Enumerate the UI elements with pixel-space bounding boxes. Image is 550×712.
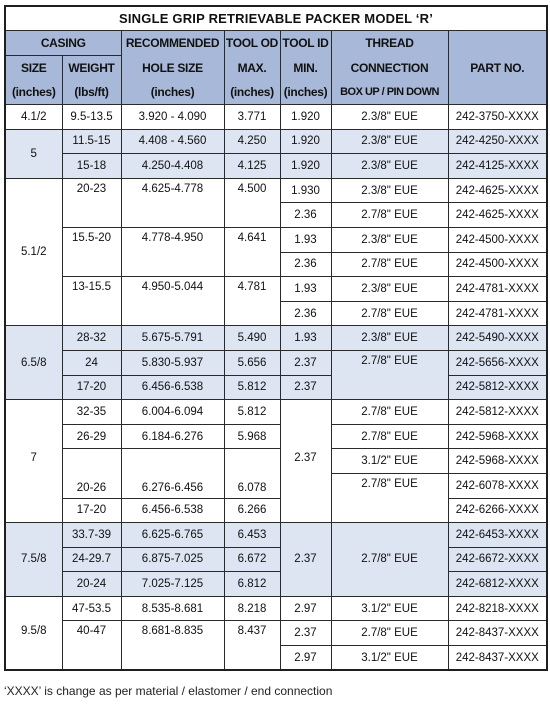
table-title: SINGLE GRIP RETRIEVABLE PACKER MODEL ‘R’ — [5, 6, 547, 31]
casing-size: 4.1/2 — [5, 105, 62, 130]
tool-od: 5.490 — [224, 326, 280, 351]
tool-id: 2.97 — [280, 646, 331, 671]
table-row — [5, 277, 547, 302]
tool-id: 2.37 — [280, 400, 331, 523]
tool-od: 3.771 — [224, 105, 280, 130]
tool-od: 6.812 — [224, 572, 280, 597]
table-row — [5, 424, 547, 449]
tool-id: 2.37 — [280, 375, 331, 400]
hole-size: 6.184-6.276 — [121, 424, 224, 449]
table-row — [5, 350, 547, 375]
header-tool-id-min: MIN. — [280, 56, 331, 81]
thread-connection: 2.3/8" EUE — [331, 277, 448, 302]
tool-id: 1.920 — [280, 105, 331, 130]
hole-size: 4.778-4.950 — [121, 227, 224, 276]
tool-od: 6.453 — [224, 523, 280, 548]
thread-connection: 2.7/8" EUE — [331, 523, 448, 597]
table-row — [5, 449, 547, 474]
tool-od: 6.266 — [224, 498, 280, 523]
table-row — [5, 547, 547, 572]
tool-id: 1.93 — [280, 277, 331, 302]
header-connection: CONNECTION — [331, 56, 448, 81]
header-part-no: PART NO. — [448, 31, 547, 105]
casing-weight: 20-23 — [62, 178, 121, 227]
part-number: 242-6812-XXXX — [448, 572, 547, 597]
part-number: 242-4500-XXXX — [448, 227, 547, 252]
hole-size: 6.004-6.094 — [121, 400, 224, 425]
tool-od: 8.437 — [224, 621, 280, 670]
casing-weight: 9.5-13.5 — [62, 105, 121, 130]
casing-size: 7 — [5, 400, 62, 523]
casing-size: 5.1/2 — [5, 178, 62, 326]
part-number: 242-4781-XXXX — [448, 277, 547, 302]
casing-weight: 47-53.5 — [62, 596, 121, 621]
header-hole-unit: (inches) — [121, 80, 224, 105]
hole-size: 5.830-5.937 — [121, 350, 224, 375]
part-number: 242-6266-XXXX — [448, 498, 547, 523]
casing-weight: 11.5-15 — [62, 129, 121, 154]
thread-connection: 2.7/8" EUE — [331, 400, 448, 425]
hole-size: 4.408 - 4.560 — [121, 129, 224, 154]
part-number: 242-4500-XXXX — [448, 252, 547, 277]
casing-weight: 32-35 — [62, 400, 121, 425]
casing-weight: 17-20 — [62, 498, 121, 523]
casing-size: 5 — [5, 129, 62, 178]
header-tool-od-unit: (inches) — [224, 80, 280, 105]
table-row — [5, 596, 547, 621]
table-row — [5, 326, 547, 351]
tool-od: 6.078 — [224, 449, 280, 498]
header-thread: THREAD — [331, 31, 448, 56]
thread-connection: 2.7/8" EUE — [331, 473, 448, 522]
part-number: 242-5812-XXXX — [448, 400, 547, 425]
tool-od: 5.812 — [224, 375, 280, 400]
table-row — [5, 400, 547, 425]
hole-size: 8.535-8.681 — [121, 596, 224, 621]
table-row — [5, 621, 547, 646]
header-box-pin: BOX UP / PIN DOWN — [331, 80, 448, 105]
casing-weight: 28-32 — [62, 326, 121, 351]
casing-weight: 33.7-39 — [62, 523, 121, 548]
hole-size: 6.625-6.765 — [121, 523, 224, 548]
tool-od: 6.672 — [224, 547, 280, 572]
thread-connection: 2.7/8" EUE — [331, 203, 448, 228]
tool-od: 4.500 — [224, 178, 280, 227]
tool-id: 2.36 — [280, 252, 331, 277]
casing-weight: 24-29.7 — [62, 547, 121, 572]
table-row — [5, 154, 547, 179]
table-row — [5, 523, 547, 548]
thread-connection: 2.7/8" EUE — [331, 301, 448, 326]
header-recommended: RECOMMENDED — [121, 31, 224, 56]
header-tool-od-max: MAX. — [224, 56, 280, 81]
header-weight: WEIGHT — [62, 56, 121, 81]
part-number: 242-5968-XXXX — [448, 424, 547, 449]
part-number: 242-4625-XXXX — [448, 178, 547, 203]
thread-connection: 2.3/8" EUE — [331, 154, 448, 179]
part-number: 242-5812-XXXX — [448, 375, 547, 400]
table-row — [5, 227, 547, 252]
casing-size: 6.5/8 — [5, 326, 62, 400]
tool-id: 2.37 — [280, 350, 331, 375]
casing-weight: 20-24 — [62, 572, 121, 597]
tool-od: 4.250 — [224, 129, 280, 154]
part-number: 242-4125-XXXX — [448, 154, 547, 179]
part-number: 242-3750-XXXX — [448, 105, 547, 130]
tool-od: 5.812 — [224, 400, 280, 425]
header-size: SIZE — [5, 56, 62, 81]
casing-size: 7.5/8 — [5, 523, 62, 597]
casing-weight: 15-18 — [62, 154, 121, 179]
table-row — [5, 375, 547, 400]
casing-weight: 13-15.5 — [62, 277, 121, 326]
hole-size: 6.276-6.456 — [121, 449, 224, 498]
tool-od: 8.218 — [224, 596, 280, 621]
casing-size: 9.5/8 — [5, 596, 62, 670]
part-number: 242-4250-XXXX — [448, 129, 547, 154]
part-number: 242-8218-XXXX — [448, 596, 547, 621]
table-row — [5, 498, 547, 523]
tool-id: 1.93 — [280, 326, 331, 351]
header-tool-id: TOOL ID — [280, 31, 331, 56]
tool-id: 2.36 — [280, 301, 331, 326]
tool-id: 1.93 — [280, 227, 331, 252]
table-row — [5, 178, 547, 203]
hole-size: 6.456-6.538 — [121, 375, 224, 400]
tool-od: 4.781 — [224, 277, 280, 326]
tool-id: 1.930 — [280, 178, 331, 203]
casing-weight: 26-29 — [62, 424, 121, 449]
hole-size: 4.250-4.408 — [121, 154, 224, 179]
header-tool-od: TOOL OD — [224, 31, 280, 56]
thread-connection: 3.1/2" EUE — [331, 596, 448, 621]
thread-connection: 2.7/8" EUE — [331, 350, 448, 399]
tool-od: 5.656 — [224, 350, 280, 375]
tool-id: 2.37 — [280, 523, 331, 597]
tool-od: 4.641 — [224, 227, 280, 276]
casing-weight: 24 — [62, 350, 121, 375]
hole-size: 4.625-4.778 — [121, 178, 224, 227]
thread-connection: 2.3/8" EUE — [331, 227, 448, 252]
part-number: 242-8437-XXXX — [448, 621, 547, 646]
header-tool-id-unit: (inches) — [280, 80, 331, 105]
part-number: 242-6078-XXXX — [448, 473, 547, 498]
thread-connection: 2.7/8" EUE — [331, 424, 448, 449]
hole-size: 6.456-6.538 — [121, 498, 224, 523]
table-row — [5, 572, 547, 597]
hole-size: 5.675-5.791 — [121, 326, 224, 351]
thread-connection: 3.1/2" EUE — [331, 449, 448, 474]
packer-spec-table — [4, 5, 548, 671]
header-casing: CASING — [5, 31, 121, 56]
thread-connection: 3.1/2" EUE — [331, 646, 448, 671]
tool-id: 1.920 — [280, 154, 331, 179]
part-number: 242-8437-XXXX — [448, 646, 547, 671]
header-weight-unit: (lbs/ft) — [62, 80, 121, 105]
footnote: ‘XXXX’ is change as per material / elastomer / end connection — [4, 684, 333, 698]
header-hole-size: HOLE SIZE — [121, 56, 224, 81]
hole-size: 7.025-7.125 — [121, 572, 224, 597]
header-size-unit: (inches) — [5, 80, 62, 105]
thread-connection: 2.3/8" EUE — [331, 105, 448, 130]
part-number: 242-4781-XXXX — [448, 301, 547, 326]
thread-connection: 2.7/8" EUE — [331, 252, 448, 277]
casing-weight: 40-47 — [62, 621, 121, 670]
thread-connection: 2.7/8" EUE — [331, 621, 448, 646]
thread-connection: 2.3/8" EUE — [331, 326, 448, 351]
hole-size: 3.920 - 4.090 — [121, 105, 224, 130]
part-number: 242-6672-XXXX — [448, 547, 547, 572]
hole-size: 8.681-8.835 — [121, 621, 224, 670]
hole-size: 4.950-5.044 — [121, 277, 224, 326]
table-row — [5, 105, 547, 130]
part-number: 242-4625-XXXX — [448, 203, 547, 228]
part-number: 242-5490-XXXX — [448, 326, 547, 351]
tool-id: 1.920 — [280, 129, 331, 154]
tool-id: 2.97 — [280, 596, 331, 621]
hole-size: 6.875-7.025 — [121, 547, 224, 572]
casing-weight: 17-20 — [62, 375, 121, 400]
table-row — [5, 129, 547, 154]
casing-weight: 20-26 — [62, 449, 121, 498]
tool-id: 2.37 — [280, 621, 331, 646]
tool-od: 4.125 — [224, 154, 280, 179]
thread-connection: 2.3/8" EUE — [331, 178, 448, 203]
casing-weight: 15.5-20 — [62, 227, 121, 276]
tool-id: 2.36 — [280, 203, 331, 228]
part-number: 242-6453-XXXX — [448, 523, 547, 548]
tool-od: 5.968 — [224, 424, 280, 449]
part-number: 242-5656-XXXX — [448, 350, 547, 375]
thread-connection: 2.3/8" EUE — [331, 129, 448, 154]
part-number: 242-5968-XXXX — [448, 449, 547, 474]
